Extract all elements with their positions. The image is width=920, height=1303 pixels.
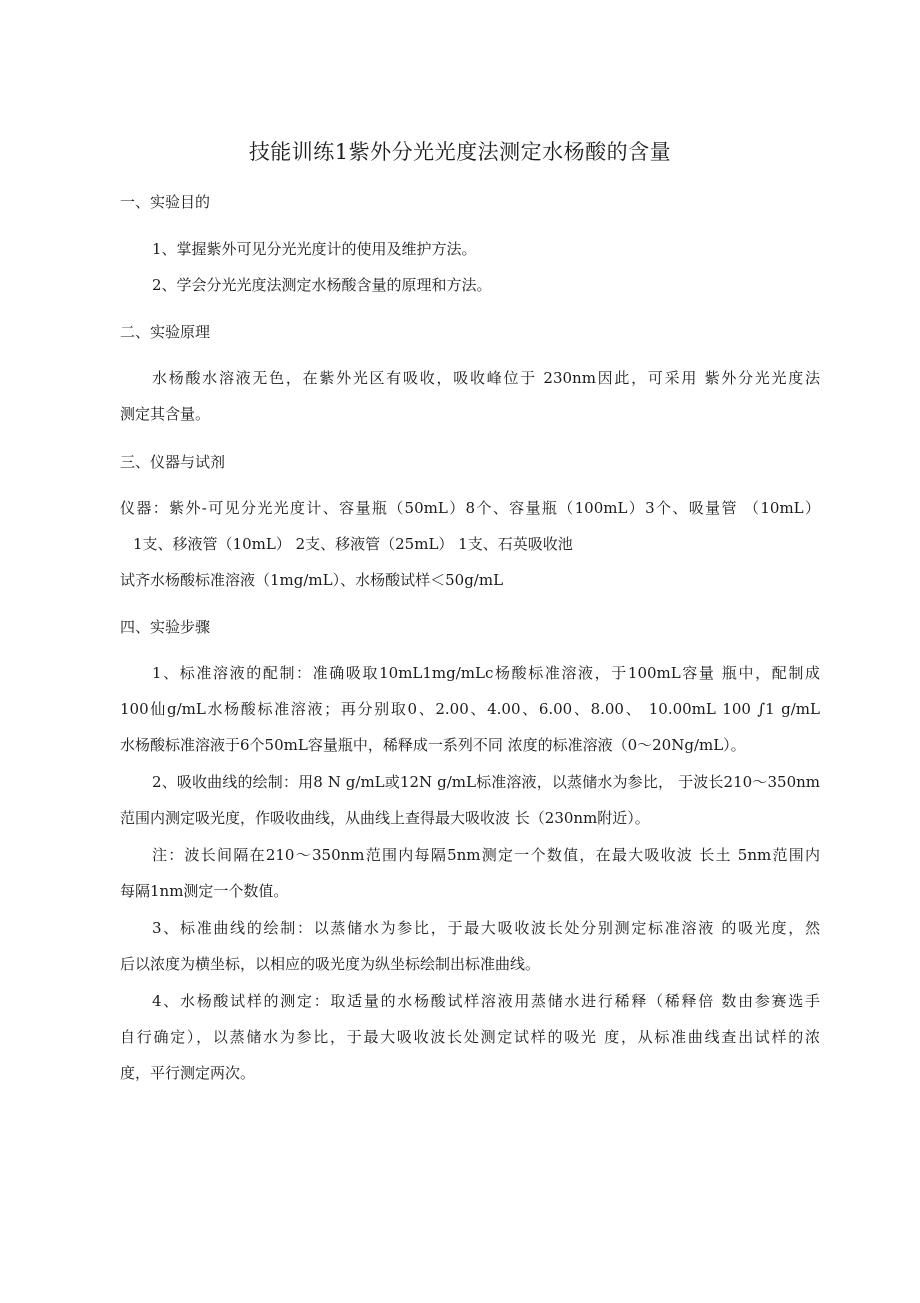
page-title: 技能训练1紫外分光光度法测定水杨酸的含量 (248, 140, 672, 164)
step3-line-1: 3、标准曲线的绘制：以蒸储水为参比，于最大吸收波长处分别测定标准溶液 的吸光度，然 (152, 919, 820, 937)
principle-text-line-1: 水杨酸水溶液无色，在紫外光区有吸收，吸收峰位于 230nm因此，可采用 紫外分光光度法 (152, 369, 820, 387)
instruments-line-1: 仪器：紫外-可见分光光度计、容量瓶（50mL）8个、容量瓶（100mL）3个、吸量管 （10mL） (120, 499, 820, 517)
step1-line-2: 100仙g/mL水杨酸标准溶液；再分别取0、2.00、4.00、6.00、8.00、 10.00mL 100 ∫1 g/mL (120, 700, 820, 718)
step4-line-2: 自行确定），以蒸储水为参比，于最大吸收波长处测定试样的吸光 度，从标准曲线查出试样的浓 (120, 1028, 820, 1046)
purpose-item-2: 2、学会分光光度法测定水杨酸含量的原理和方法。 (152, 276, 492, 294)
note-line-1: 注：波长间隔在210～350nm范围内每隔5nm测定一个数值，在最大吸收波 长土 5nm范围内 (152, 846, 820, 864)
purpose-item-1: 1、掌握紫外可见分光光度计的使用及维护方法。 (152, 240, 477, 258)
step1-line-3: 水杨酸标准溶液于6个50mL容量瓶中，稀释成一系列不同 浓度的标准溶液（0～20Ng/mL）。 (120, 736, 746, 754)
step1-line-1: 1、标准溶液的配制：准确吸取10mL1mg/mLc杨酸标准溶液，于100mL容量 瓶中，配制成 (152, 664, 820, 682)
section-heading-principle: 二、实验原理 (120, 323, 211, 341)
section-heading-procedure: 四、实验步骤 (120, 618, 211, 636)
step4-line-1: 4、水杨酸试样的测定：取适量的水杨酸试样溶液用蒸储水进行稀释（稀释倍 数由参赛选手 (152, 992, 820, 1010)
principle-text-line-2: 测定其含量。 (120, 405, 211, 423)
note-line-2: 每隔1nm测定一个数值。 (120, 882, 289, 900)
reagents-line: 试齐水杨酸标准溶液（1mg/mL）、水杨酸试样＜50g/mL (120, 571, 504, 589)
step4-line-3: 度，平行测定两次。 (120, 1064, 256, 1082)
instruments-line-2: 1支、移液管（10mL） 2支、移液管（25mL） 1支、石英吸收池 (133, 535, 573, 553)
step3-line-2: 后以浓度为横坐标，以相应的吸光度为纵坐标绘制出标准曲线。 (120, 955, 541, 973)
step2-line-1: 2、吸收曲线的绘制：用8 N g/mL或12N g/mL标准溶液，以蒸储水为参比， 于波长210～350nm (152, 773, 820, 791)
section-heading-instruments: 三、仪器与试剂 (120, 453, 226, 471)
section-heading-purpose: 一、实验目的 (120, 193, 211, 211)
step2-line-2: 范围内测定吸光度，作吸收曲线，从曲线上查得最大吸收波 长（230nm附近）。 (120, 809, 650, 827)
